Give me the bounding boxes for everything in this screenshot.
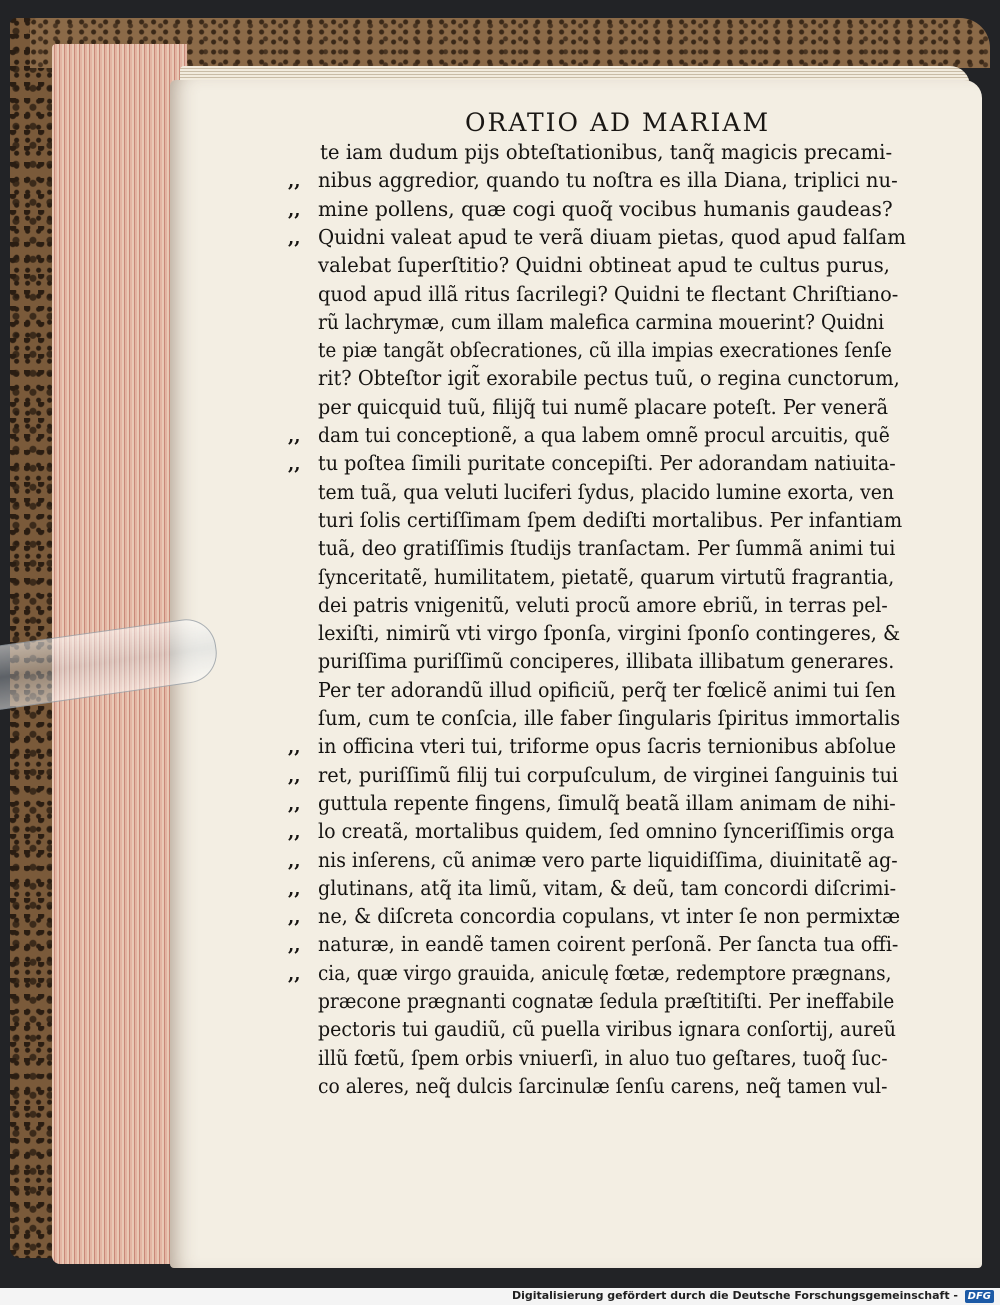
text-line: te piæ tangãt obſecrationes, cũ illa impias execrationes ſenſe — [318, 338, 892, 363]
text-line: per quicquid tuũ, filijq̃ tui numẽ placare poteſt. Per venerã — [318, 394, 889, 419]
text-line: præcone prægnanti cognatæ ſedula præſtitiſti. Per ineffabile — [318, 989, 895, 1013]
text-line: turi ſolis certiſſimam ſpem dediſti mortalibus. Per infantiam — [318, 507, 903, 532]
marginal-quote-mark: ,, — [288, 793, 301, 815]
text-line: guttula repente fingens, ſimulq̃ beatã illam animam de nihi- — [318, 790, 896, 815]
marginal-quote-mark: ,, — [288, 935, 301, 957]
marginal-quote-mark: ,, — [288, 199, 301, 221]
text-line: lexiſti, nimirũ vti virgo ſponſa, virgini ſponſo contingeres, & — [318, 621, 901, 646]
text-line: ret, puriſſimũ filij tui corpuſculum, de virginei ſanguinis tui — [318, 762, 899, 787]
text-line: lo creatã, mortalibus quidem, ſed omnino ſynceriſſimis orga — [318, 819, 895, 844]
text-line: dei patris vnigenitũ, veluti procũ amore ebriũ, in terras pel- — [318, 592, 888, 617]
marginal-quote-mark: ,, — [288, 963, 301, 985]
footer-bar — [0, 1288, 1000, 1305]
text-line: ſynceritatẽ, humilitatem, pietatẽ, quarum virtutũ fragrantia, — [318, 564, 895, 589]
text-line: nibus aggredior, quando tu noſtra es illa Diana, triplici nu- — [318, 168, 898, 193]
text-line: Per ter adorandũ illud opificiũ, perq̃ ter fœlicẽ animi tui ſen — [318, 677, 896, 702]
marginal-quote-mark: ,, — [288, 878, 301, 900]
text-line: tu poſtea ſimili puritate concepiſti. Per adorandam natiuita- — [318, 451, 896, 476]
funding-credit: Digitalisierung gefördert durch die Deutsche Forschungsgemeinschaft - — [511, 1289, 958, 1302]
marginal-quote-mark: ,, — [288, 737, 301, 759]
marginal-quote-mark: ,, — [288, 765, 301, 787]
text-line: nis inſerens, cũ animæ vero parte liquidiſſima, diuinitatẽ ag- — [318, 847, 898, 872]
text-line: quod apud illã ritus ſacrilegi? Quidni te flectant Chriſtiano- — [318, 281, 899, 306]
text-line: mine pollens, quæ cogi quoq̃ vocibus humanis gaudeas? — [318, 196, 893, 221]
text-line: rit? Obteſtor igit̃ exorabile pectus tuũ, o regina cunctorum, — [318, 366, 900, 391]
text-line: pectoris tui gaudiũ, cũ puella viribus ignara conſortij, aureũ — [318, 1017, 897, 1042]
marginal-quote-mark: ,, — [288, 907, 301, 929]
text-line: Quidni valeat apud te verã diuam pietas, quod apud falſam — [318, 224, 906, 249]
text-line: ne, & diſcreta concordia copulans, vt inter ſe non permixtæ — [318, 904, 901, 929]
text-line: cia, quæ virgo grauida, aniculę fœtæ, redemptore prægnans, — [318, 960, 892, 985]
marginal-quote-mark: ,, — [288, 426, 301, 447]
text-line: glutinans, atq̃ ita limũ, vitam, & deũ, tam concordi diſcrimi- — [318, 875, 897, 900]
running-head: ORATIO AD MARIAM — [465, 108, 771, 137]
text-line: in officina vteri tui, triforme opus ſacris ternionibus abſolue — [318, 734, 897, 759]
text-line: rũ lachrymæ, cum illam malefica carmina mouerint? Quidni — [318, 309, 885, 334]
marginal-quote-mark: ,, — [288, 227, 301, 249]
marginal-quote-mark: ,, — [288, 822, 301, 844]
text-line: dam tui conceptionẽ, a qua labem omnẽ procul arcuitis, quẽ — [318, 423, 890, 447]
text-line: puriſſima puriſſimũ conciperes, illibata illibatum generares. — [318, 649, 895, 674]
marginal-quote-mark: ,, — [288, 454, 301, 476]
text-line: ſum, cum te conſcia, ille faber ſingularis ſpiritus immortalis — [318, 706, 901, 730]
text-line: naturæ, in eandẽ tamen coirent perſonã. Per ſancta tua offi- — [318, 932, 899, 957]
text-line: te iam dudum pijs obteſtationibus, tanq̃ magicis precami- — [320, 140, 893, 164]
text-line: co aleres, neq̃ dulcis ſarcinulæ ſenſu carens, neq̃ tamen vul- — [318, 1073, 888, 1098]
marginal-quote-mark: ,, — [288, 171, 301, 193]
text-line: tem tuã, qua veluti luciferi ſydus, placido lumine exorta, ven — [318, 479, 894, 504]
text-line: valebat ſuperſtitio? Quidni obtineat apud te cultus purus, — [318, 253, 890, 278]
text-line: tuã, deo gratiſſimis ſtudijs tranſactam. Per ſummã animi tui — [318, 536, 896, 561]
text-line: illũ fœtũ, ſpem orbis vniuerſi, in aluo tuo geſtares, tuoq̃ ſuc- — [318, 1045, 888, 1070]
dfg-logo-icon: DFG — [965, 1290, 994, 1303]
marginal-quote-mark: ,, — [288, 850, 301, 872]
